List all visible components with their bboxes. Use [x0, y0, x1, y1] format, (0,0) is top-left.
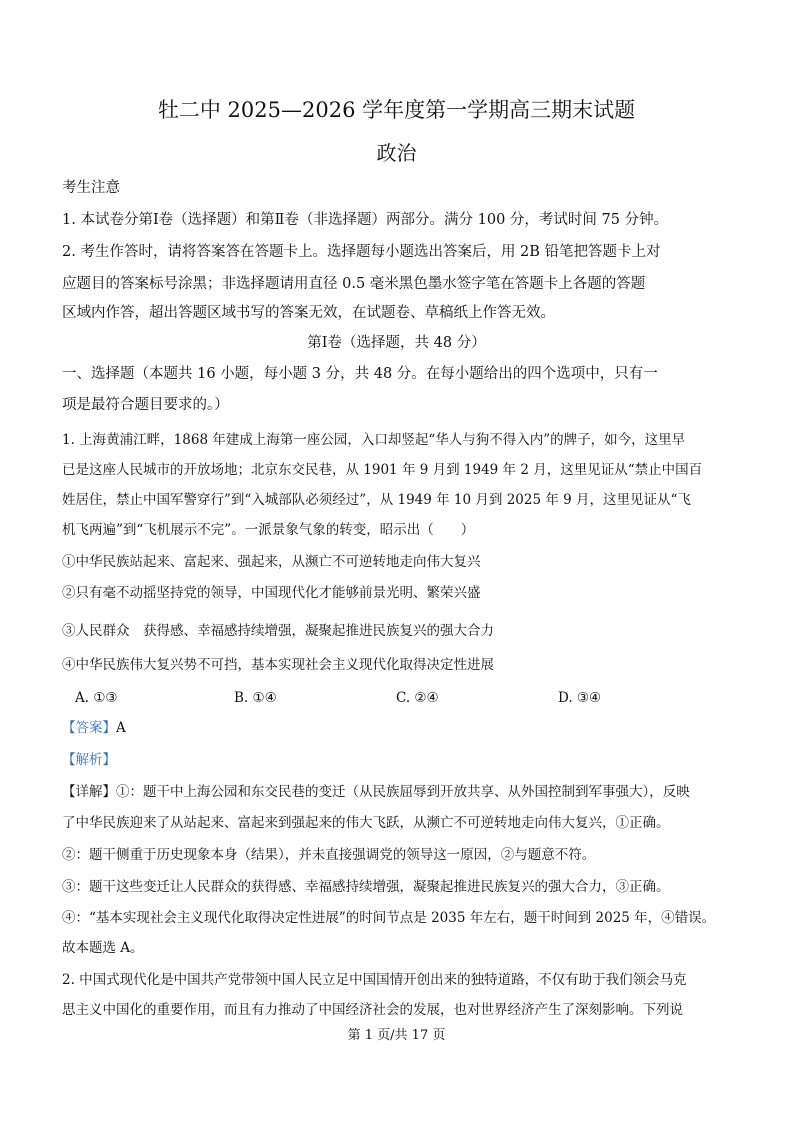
detail-line [62, 782, 690, 802]
answer-tag: 【答案】 [62, 720, 116, 736]
option-d: D. ③④ [558, 690, 602, 706]
question-stem-line: 1. 上海黄浦江畔，1868 年建成上海第一座公园，入口却竖起“华人与狗不得入内”的牌子，如今，这里早 [62, 432, 686, 448]
question-stem-line: 思主义中国化的重要作用，而且有力推动了中国经济社会的发展，也对世界经济产生了深刻影响。下列说 [62, 1002, 683, 1018]
exam-title: 牡二中 2025—2026 学年度第一学期高三期末试题 [157, 98, 636, 122]
question-stem-line: 机飞两遍”到“飞机展示不完”。一派景象气象的转变，昭示出（ ） [62, 522, 475, 538]
detail-line: ④：“基本实现社会主义现代化取得决定性进展”的时间节点是 2035 年左右，题干时间到 2025 年，④错误。 [62, 910, 716, 926]
detail-line: 故本题选 A。 [62, 940, 144, 956]
question-stem-line: 2. 中国式现代化是中国共产党带领中国人民立足中国国情开创出来的独特道路，不仅有助于我们领会马克 [62, 972, 687, 988]
detail-text: ①：题干中上海公园和东交民巷的变迁（从民族屈辱到开放共享、从外国控制到军事强大），反映 [116, 784, 690, 800]
question-stem-line: 已是这座人民城市的开放场地；北京东交民巷，从 1901 年 9 月到 1949 年 2 月，这里见证从“禁止中国百 [62, 462, 703, 478]
option-b: B. ①④ [234, 690, 277, 706]
detail-line: 了中华民族迎来了从站起来、富起来到强起来的伟大飞跃，从濒亡不可逆转地走向伟大复兴，①正确。 [62, 815, 670, 831]
subject-title: 政治 [376, 141, 417, 165]
notice-line: 1. 本试卷分第Ⅰ卷（选择题）和第Ⅱ卷（非选择题）两部分。满分 100 分，考试时间 75 分钟。 [62, 212, 669, 228]
notice-heading: 考生注意 [62, 180, 120, 196]
question-statement: ②只有毫不动摇坚持党的领导，中国现代化才能够前景光明、繁荣兴盛 [62, 585, 481, 601]
question-stem-line: 姓居住，禁止中国军警穿行”到“入城部队必须经过”，从 1949 年 10 月到 2025 年 9 月，这里见证从“飞 [62, 492, 691, 508]
analysis-line [62, 750, 116, 770]
question-statement: ③人民群众 获得感、幸福感持续增强，凝聚起推进民族复兴的强大合力 [62, 623, 494, 639]
notice-line: 应题目的答案标号涂黑；非选择题请用直径 0.5 毫米黑色墨水签字笔在答题卡上各题的答题 [62, 276, 646, 292]
answer-value: A [116, 720, 126, 736]
question-statement: ①中华民族站起来、富起来、强起来，从濒亡不可逆转地走向伟大复兴 [62, 554, 481, 570]
question-statement: ④中华民族伟大复兴势不可挡，基本实现社会主义现代化取得决定性进展 [62, 657, 494, 673]
detail-tag: 【详解】 [62, 784, 116, 800]
analysis-tag: 【解析】 [62, 752, 116, 768]
section-instruction: 项是最符合题目要求的。） [62, 397, 229, 413]
notice-line: 2. 考生作答时，请将答案答在答题卡上。选择题每小题选出答案后，用 2B 铅笔把答题卡上对 [62, 244, 661, 260]
section-instruction: 一、选择题（本题共 16 小题，每小题 3 分，共 48 分。在每小题给出的四个选项中，只有一 [62, 366, 658, 382]
option-c: C. ②④ [396, 690, 439, 706]
option-a: A. ①③ [75, 690, 118, 706]
detail-line: ③：题干这些变迁让人民群众的获得感、幸福感持续增强，凝聚起推进民族复兴的强大合力，③正确。 [62, 879, 670, 895]
section-title: 第Ⅰ卷（选择题，共 48 分） [307, 335, 486, 351]
page-footer: 第 1 页/共 17 页 [347, 1028, 446, 1043]
answer-line [62, 718, 126, 738]
detail-line: ②：题干侧重于历史现象本身（结果），并未直接强调党的领导这一原因，②与题意不符。 [62, 847, 596, 863]
notice-line: 区域内作答，超出答题区域书写的答案无效，在试题卷、草稿纸上作答无效。 [62, 305, 555, 321]
